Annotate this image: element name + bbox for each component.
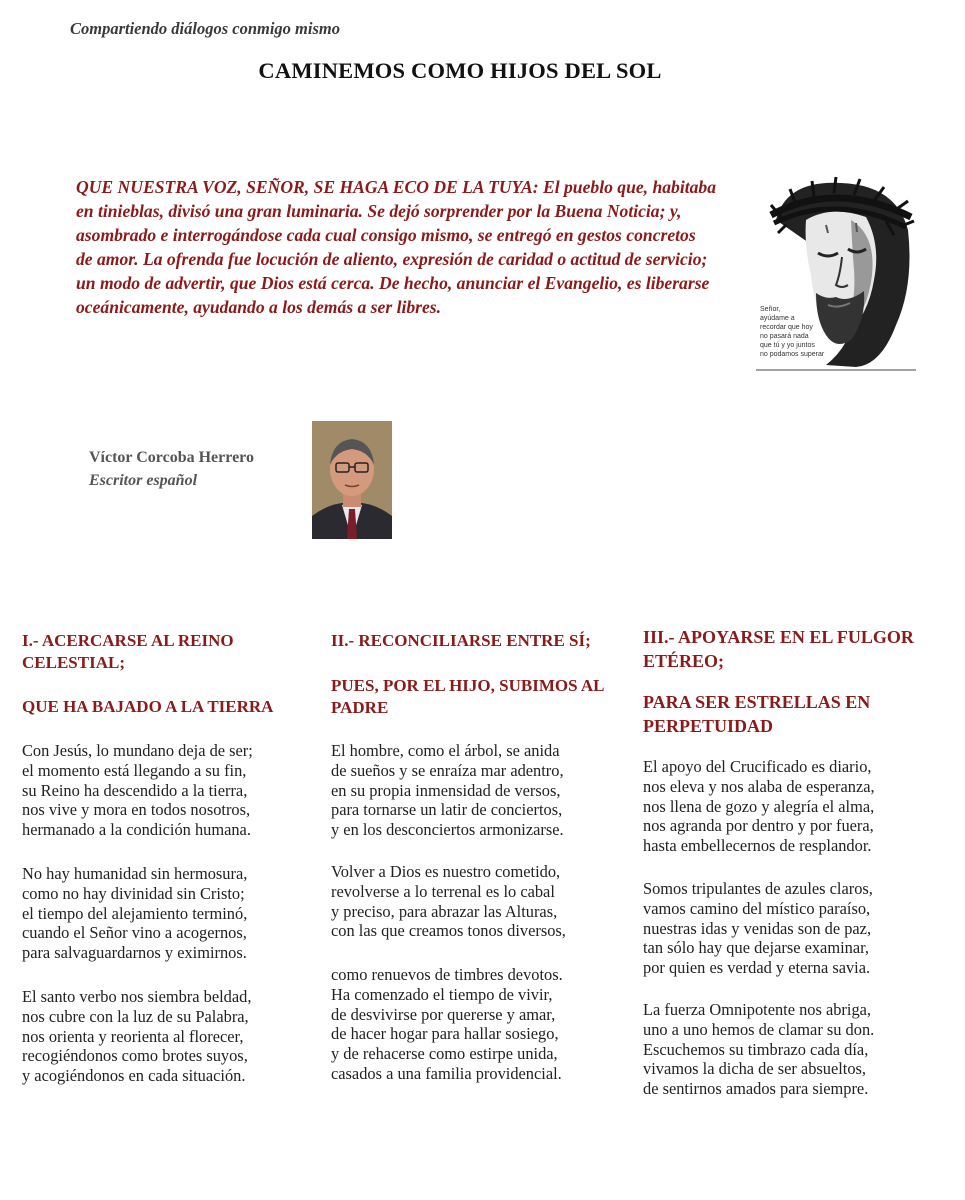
- verse-line: con las que creamos tonos diversos,: [331, 921, 566, 941]
- verse-line: Somos tripulantes de azules claros,: [643, 879, 873, 898]
- column-1-heading: I.- ACERCARSE AL REINO CELESTIAL;: [22, 631, 234, 672]
- verse-line: vamos camino del místico paraíso,: [643, 898, 871, 918]
- verse-line: nuestras idas y venidas son de paz,: [643, 918, 872, 938]
- verse-line: el tiempo del alejamiento terminó,: [22, 903, 248, 923]
- stanza: [643, 757, 875, 856]
- verse-line: de sentirnos amados para siempre.: [643, 1079, 869, 1099]
- column-3-heading: III.- APOYARSE EN EL FULGOR ETÉREO;: [643, 627, 914, 671]
- stanza: [643, 879, 873, 978]
- verse-line: como no hay divinidad sin Cristo;: [22, 883, 245, 903]
- verse-line: Escuchemos su timbrazo cada día,: [643, 1039, 869, 1059]
- verse-line: de sueños y se enraíza mar adentro,: [331, 760, 564, 780]
- verse-line: uno a uno hemos de clamar su don.: [643, 1019, 875, 1039]
- verse-line: No hay humanidad sin hermosura,: [22, 864, 248, 883]
- verse-line: y en los desconciertos armonizarse.: [331, 820, 564, 840]
- jesus-crown-of-thorns-image: [756, 175, 916, 371]
- verse-line: nos vive y mora en todos nosotros,: [22, 800, 251, 820]
- verse-line: nos eleva y nos alaba de esperanza,: [643, 776, 875, 796]
- verse-line: nos orienta y reorienta al florecer,: [22, 1026, 244, 1046]
- column-3-subheading: PARA SER ESTRELLAS EN PERPETUIDAD: [643, 692, 871, 736]
- verse-line: nos agranda por dentro y por fuera,: [643, 816, 874, 836]
- caption-line: Señor,: [760, 306, 781, 313]
- verse-line: en su propia inmensidad de versos,: [331, 780, 561, 800]
- verse-line: por quien es verdad y eterna savia.: [643, 958, 871, 978]
- stanza: [22, 864, 247, 963]
- stanza: [643, 1000, 874, 1099]
- stanza: [331, 741, 564, 840]
- verse-line: El hombre, como el árbol, se anida: [331, 741, 560, 760]
- verse-line: hermanado a la condición humana.: [22, 820, 251, 840]
- verse-line: su Reino ha descendido a la tierra,: [22, 780, 248, 800]
- verse-line: y de rehacerse como estirpe unida,: [331, 1044, 558, 1064]
- verse-line: hasta embellecernos de resplandor.: [643, 836, 872, 856]
- author-role: Escritor español: [89, 472, 198, 489]
- verse-line: casados a una familia providencial.: [331, 1063, 562, 1083]
- verse-line: Volver a Dios es nuestro cometido,: [331, 862, 561, 881]
- series-title: Compartiendo diálogos conmigo mismo: [70, 19, 340, 38]
- verse-line: para salvaguardarnos y eximirnos.: [22, 943, 247, 963]
- verse-line: El apoyo del Crucificado es diario,: [643, 757, 872, 776]
- stanza: [331, 965, 563, 1084]
- verse-line: de desvivirse por quererse y amar,: [331, 1004, 556, 1024]
- verse-line: y preciso, para abrazar las Alturas,: [331, 901, 558, 921]
- caption-line: ayúdame a: [760, 315, 795, 322]
- verse-line: para tornarse un latir de conciertos,: [331, 800, 563, 820]
- verse-line: vivamos la dicha de ser absueltos,: [643, 1059, 867, 1079]
- verse-line: el momento está llegando a su fin,: [22, 760, 247, 780]
- caption-line: recordar que hoy: [760, 324, 813, 331]
- author-name: Víctor Corcoba Herrero: [89, 449, 254, 466]
- column-2-subheading: PUES, POR EL HIJO, SUBIMOS AL PADRE: [331, 676, 604, 717]
- verse-line: cuando el Señor vino a acogernos,: [22, 923, 247, 943]
- verse-line: y acogiéndonos en cada situación.: [22, 1066, 246, 1086]
- column-2-heading: II.- RECONCILIARSE ENTRE SÍ;: [331, 631, 591, 650]
- verse-line: revolverse a lo terrenal es lo cabal: [331, 881, 555, 901]
- verse-line: tan sólo hay que dejarse examinar,: [643, 938, 869, 958]
- stanza: [331, 862, 566, 941]
- image-caption: [760, 305, 850, 359]
- author-portrait: [312, 421, 392, 539]
- verse-line: nos llena de gozo y alegría el alma,: [643, 796, 875, 816]
- stanza: [22, 987, 251, 1086]
- verse-line: como renuevos de timbres devotos.: [331, 965, 563, 984]
- verse-line: recogiéndonos como brotes suyos,: [22, 1046, 248, 1066]
- verse-line: El santo verbo nos siembra beldad,: [22, 987, 252, 1006]
- page-title: CAMINEMOS COMO HIJOS DEL SOL: [258, 58, 662, 83]
- verse-line: Con Jesús, lo mundano deja de ser;: [22, 741, 253, 760]
- column-1-subheading: QUE HA BAJADO A LA TIERRA: [22, 697, 274, 716]
- caption-line: no podamos superar: [760, 351, 825, 358]
- author-photo-icon: [312, 421, 392, 539]
- caption-line: no pasará nada: [760, 333, 809, 340]
- verse-line: La fuerza Omnipotente nos abriga,: [643, 1000, 872, 1019]
- verse-line: Ha comenzado el tiempo de vivir,: [331, 984, 553, 1004]
- caption-line: que tú y yo juntos: [760, 342, 815, 349]
- lead-paragraph: QUE NUESTRA VOZ, SEÑOR, SE HAGA ECO DE LA TUYA: El pueblo que, habitaba en tinieblas, divisó una gran luminaria. Se dejó sorprender por la Buena Noticia; y, asombrado e interrogándose cada cual consigo mismo, se entregó en gestos concretos de amor. La ofrenda fue locución de aliento, expresión de caridad o actitud de servicio; un modo de advertir, que Dios está cerca. De hecho, anunciar el Evangelio, es liberarse oceánicamente, ayudando a los demás a ser libres.: [76, 177, 717, 317]
- verse-line: de hacer hogar para hallar sosiego,: [331, 1024, 559, 1044]
- stanza: [22, 741, 253, 840]
- verse-line: nos cubre con la luz de su Palabra,: [22, 1006, 249, 1026]
